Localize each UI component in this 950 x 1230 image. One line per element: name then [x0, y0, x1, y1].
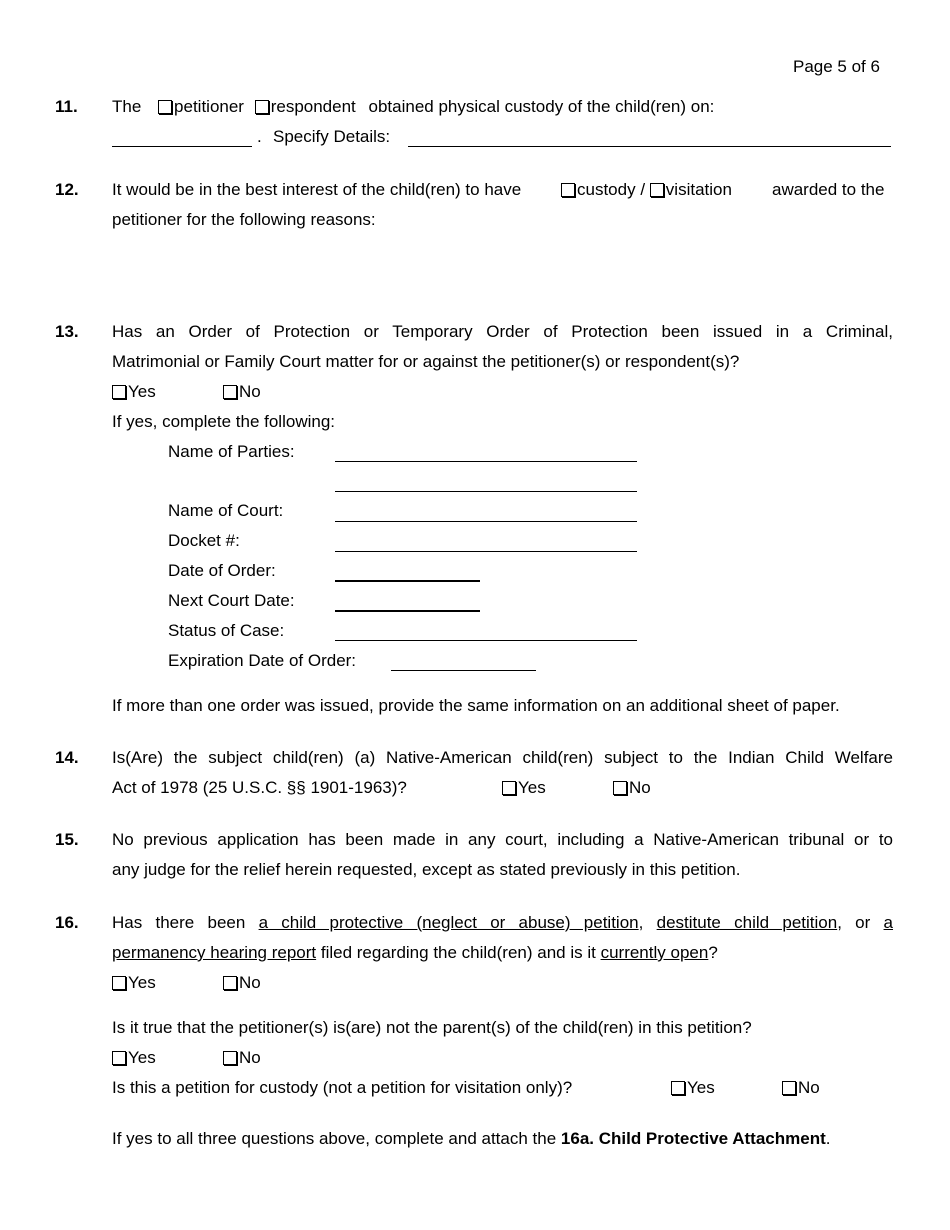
q16-yes1-checkbox[interactable] [112, 976, 126, 990]
specify-details-field[interactable] [408, 146, 891, 147]
expiration-date-field[interactable] [391, 670, 536, 671]
q11-the: The [112, 97, 142, 116]
question-11-number: 11. [55, 97, 78, 116]
date-of-order-field[interactable] [335, 580, 480, 582]
q16-no1-option [223, 973, 261, 993]
name-of-court-label: Name of Court: [168, 501, 284, 520]
page-number: Page 5 of 6 [793, 57, 880, 76]
custody-date-field[interactable] [112, 146, 252, 147]
question-13-line1: Has an Order of Protection or Temporary Order of Protection been issued in a Criminal, [112, 322, 893, 341]
q16-no2-label: No [239, 1048, 261, 1067]
q16-permanency-hearing-report: permanency hearing report [112, 943, 317, 962]
q16-yes2-label: Yes [128, 1048, 156, 1067]
respondent-label: respondent [270, 97, 356, 116]
q14-no-label: No [629, 778, 651, 797]
q14-no-option [613, 778, 651, 798]
q16-destitute-child-petition: destitute child petition [656, 913, 838, 932]
question-13-number: 13. [55, 322, 79, 341]
q13-note: If more than one order was issued, provide the same information on an additional sheet of paper. [112, 696, 840, 715]
docket-field[interactable] [335, 551, 637, 552]
q16-l1-a: Has there been [112, 913, 246, 932]
question-16-line1 [112, 913, 893, 933]
q16-yes1-label: Yes [128, 973, 156, 992]
q14-yes-option [502, 778, 546, 798]
visitation-label: visitation [665, 180, 732, 199]
q16-child-protective-petition: a child protective (neglect or abuse) petition [258, 913, 639, 932]
question-15-line1: No previous application has been made in any court, including a Native-American tribunal or to [112, 830, 893, 849]
question-12-number: 12. [55, 180, 79, 199]
question-15-line2: any judge for the relief herein requested, except as stated previously in this petition. [112, 860, 741, 879]
q14-yes-label: Yes [518, 778, 546, 797]
question-12-line1-post: awarded to the [772, 180, 885, 199]
q16-no3-checkbox[interactable] [782, 1081, 796, 1095]
q16-no3-label: No [798, 1078, 820, 1097]
q16-yes3-label: Yes [687, 1078, 715, 1097]
custody-label: custody [577, 180, 636, 199]
question-12-line2: petitioner for the following reasons: [112, 210, 376, 229]
q11-dot: . [257, 127, 262, 146]
question-11-line1 [112, 97, 714, 117]
q16-yes2-checkbox[interactable] [112, 1051, 126, 1065]
expiration-date-label: Expiration Date of Order: [168, 651, 357, 670]
question-13-line2: Matrimonial or Family Court matter for or against the petitioner(s) or respondent(s)? [112, 352, 740, 371]
q16-yes1-option [112, 973, 156, 993]
q11-tail: obtained physical custody of the child(ren) on: [368, 97, 715, 116]
q16-yes3-checkbox[interactable] [671, 1081, 685, 1095]
q16-no1-checkbox[interactable] [223, 976, 237, 990]
q16-no2-checkbox[interactable] [223, 1051, 237, 1065]
specify-details-label: Specify Details: [273, 127, 391, 146]
q16-yes3-option [671, 1078, 715, 1098]
petitioner-checkbox[interactable] [158, 100, 172, 114]
q16-final-pre: If yes to all three questions above, complete and attach the [112, 1129, 557, 1148]
question-14-line2: Act of 1978 (25 U.S.C. §§ 1901-1963)? [112, 778, 407, 797]
q16-question2: Is it true that the petitioner(s) is(are) not the parent(s) of the child(ren) in this petition? [112, 1018, 752, 1037]
q16-no1-label: No [239, 973, 261, 992]
date-of-order-label: Date of Order: [168, 561, 276, 580]
name-of-court-field[interactable] [335, 521, 637, 522]
q14-yes-checkbox[interactable] [502, 781, 516, 795]
visitation-checkbox[interactable] [650, 183, 664, 197]
q13-no-option [223, 382, 261, 402]
q13-yes-label: Yes [128, 382, 156, 401]
q16-l1-comma: , [638, 913, 644, 932]
q13-no-checkbox[interactable] [223, 385, 237, 399]
status-of-case-label: Status of Case: [168, 621, 285, 640]
q16-final-post: . [825, 1129, 831, 1148]
q16-no3-option [782, 1078, 820, 1098]
custody-checkbox[interactable] [561, 183, 575, 197]
q16-attachment-name: 16a. Child Protective Attachment [560, 1129, 826, 1148]
q16-currently-open: currently open [600, 943, 709, 962]
name-of-parties-label: Name of Parties: [168, 442, 295, 461]
q16-no2-option [223, 1048, 261, 1068]
next-court-date-field[interactable] [335, 610, 480, 612]
docket-label: Docket #: [168, 531, 240, 550]
q16-yes2-option [112, 1048, 156, 1068]
q13-no-label: No [239, 382, 261, 401]
question-12-line1-pre: It would be in the best interest of the child(ren) to have [112, 180, 522, 199]
question-12-options [561, 180, 732, 200]
q16-l1-or: , or [837, 913, 871, 932]
next-court-date-label: Next Court Date: [168, 591, 295, 610]
question-15-number: 15. [55, 830, 79, 849]
q14-no-checkbox[interactable] [613, 781, 627, 795]
petitioner-label: petitioner [174, 97, 244, 116]
status-of-case-field[interactable] [335, 640, 637, 641]
q13-if-yes: If yes, complete the following: [112, 412, 336, 431]
question-16-line2 [112, 943, 718, 963]
q16-l2-mid: filed regarding the child(ren) and is it [320, 943, 596, 962]
name-of-parties-field-2[interactable] [335, 491, 637, 492]
q13-yes-option [112, 382, 156, 402]
question-16-number: 16. [55, 913, 79, 932]
question-14-number: 14. [55, 748, 79, 767]
question-14-line1: Is(Are) the subject child(ren) (a) Native-American child(ren) subject to the Indian Child Welfare [112, 748, 893, 767]
q16-final-instruction [112, 1129, 830, 1149]
q16-question3: Is this a petition for custody (not a petition for visitation only)? [112, 1078, 573, 1097]
name-of-parties-field-1[interactable] [335, 461, 637, 462]
q12-slash: / [640, 180, 646, 199]
q13-yes-checkbox[interactable] [112, 385, 126, 399]
q16-l2-q: ? [708, 943, 718, 962]
respondent-checkbox[interactable] [255, 100, 269, 114]
q16-l1-a-word: a [883, 913, 894, 932]
